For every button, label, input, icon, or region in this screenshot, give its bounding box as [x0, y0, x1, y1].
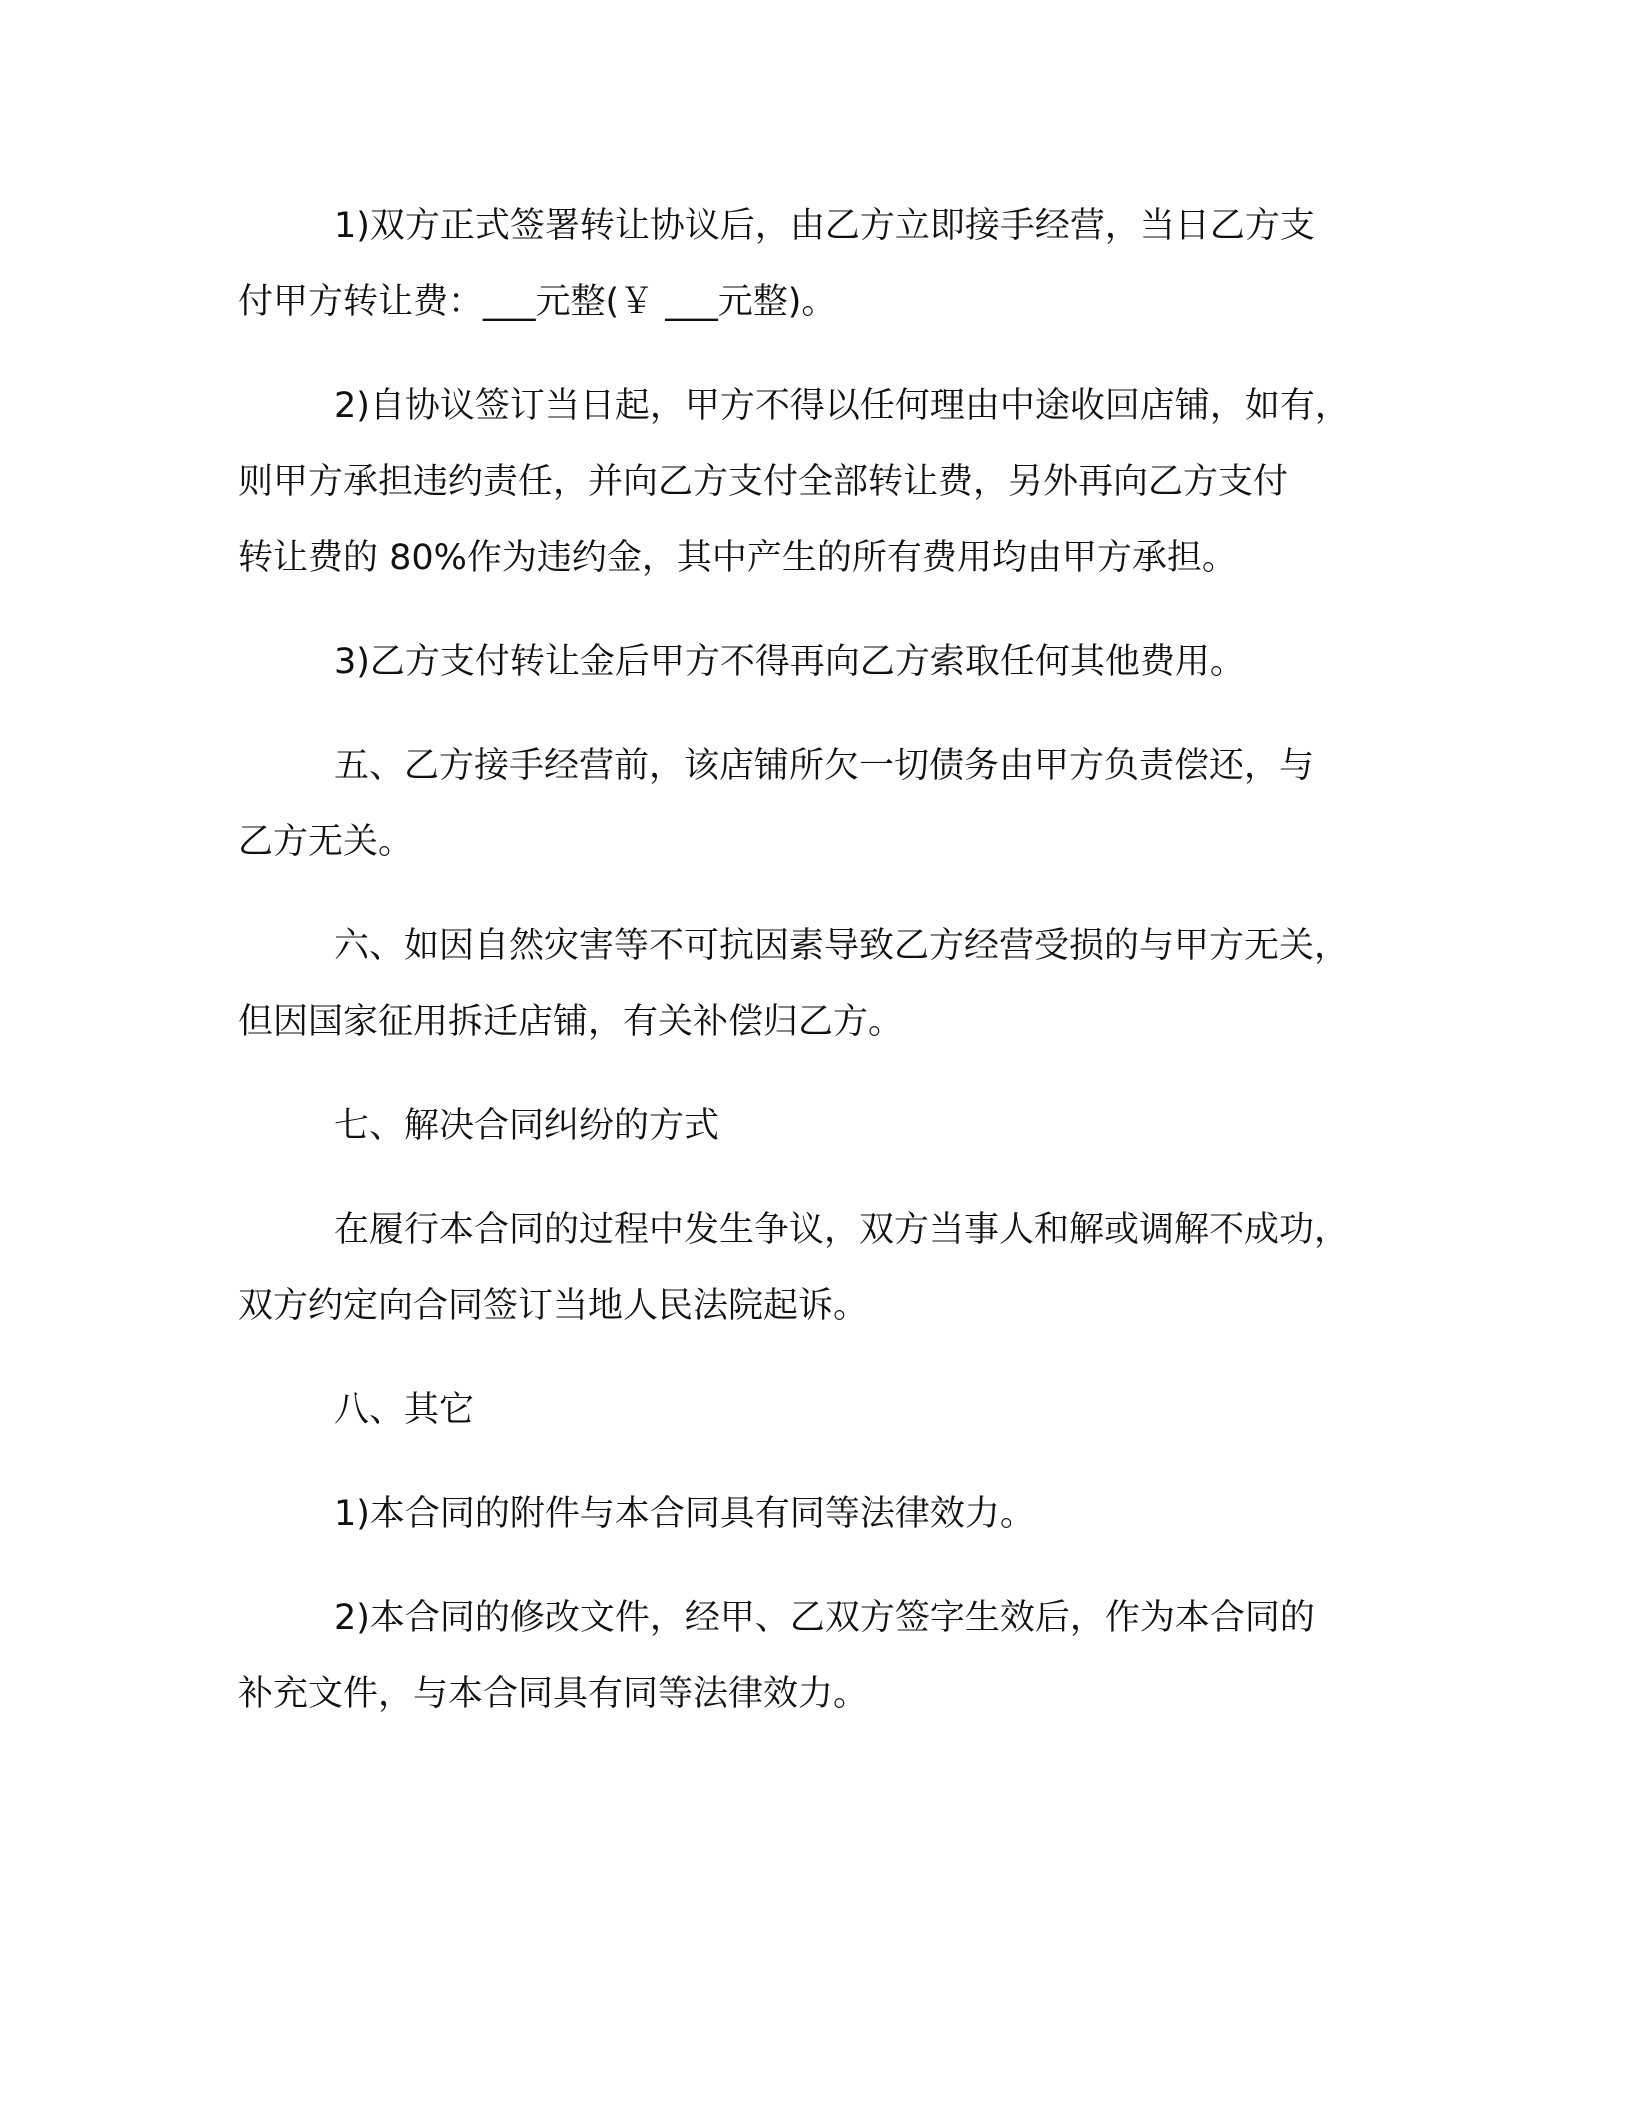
text-line: 2)本合同的修改文件，经甲、乙双方签字生效后，作为本合同的 [334, 1598, 1315, 1638]
text-line: 则甲方承担违约责任，并向乙方支付全部转让费，另外再向乙方支付 [238, 462, 1289, 502]
text-line: 转让费的 80%作为违约金，其中产生的所有费用均由甲方承担。 [238, 538, 1237, 578]
paragraph-no-extra-fees [238, 624, 1404, 700]
heading-section-eight-other [238, 1372, 1404, 1448]
paragraph-attachments-validity [238, 1476, 1404, 1552]
text-line: 1)双方正式签署转让协议后，由乙方立即接手经营，当日乙方支 [334, 206, 1315, 246]
text-line: 五、乙方接手经营前，该店铺所欠一切债务由甲方负责偿还，与 [334, 746, 1315, 786]
section-heading: 八、其它 [334, 1390, 475, 1430]
text-line: 双方约定向合同签订当地人民法院起诉。 [238, 1286, 869, 1326]
text-line: 六、如因自然灾害等不可抗因素导致乙方经营受损的与甲方无关， [334, 926, 1350, 966]
paragraph-section-six-force-majeure [238, 908, 1404, 1060]
text-line: 在履行本合同的过程中发生争议，双方当事人和解或调解不成功， [334, 1210, 1350, 1250]
text-line: 补充文件，与本合同具有同等法律效力。 [238, 1674, 869, 1714]
text-line: 2)自协议签订当日起，甲方不得以任何理由中途收回店铺，如有， [334, 386, 1350, 426]
text-line: 但因国家征用拆迁店铺，有关补偿归乙方。 [238, 1002, 904, 1042]
text-line: 付甲方转让费：___元整(￥ ___元整)。 [238, 282, 837, 322]
paragraph-section-five-debts [238, 728, 1404, 880]
paragraph-transfer-fee-payment [238, 188, 1404, 340]
text-line: 乙方无关。 [238, 822, 414, 862]
text-line: 1)本合同的附件与本合同具有同等法律效力。 [334, 1494, 1035, 1534]
paragraph-dispute-resolution [238, 1192, 1404, 1344]
section-heading: 七、解决合同纠纷的方式 [334, 1106, 720, 1146]
document-body [238, 188, 1404, 1760]
text-line: 3)乙方支付转让金后甲方不得再向乙方索取任何其他费用。 [334, 642, 1245, 682]
paragraph-amendments-validity [238, 1580, 1404, 1732]
heading-section-seven-disputes [238, 1088, 1404, 1164]
paragraph-no-reclaim-clause [238, 368, 1404, 596]
